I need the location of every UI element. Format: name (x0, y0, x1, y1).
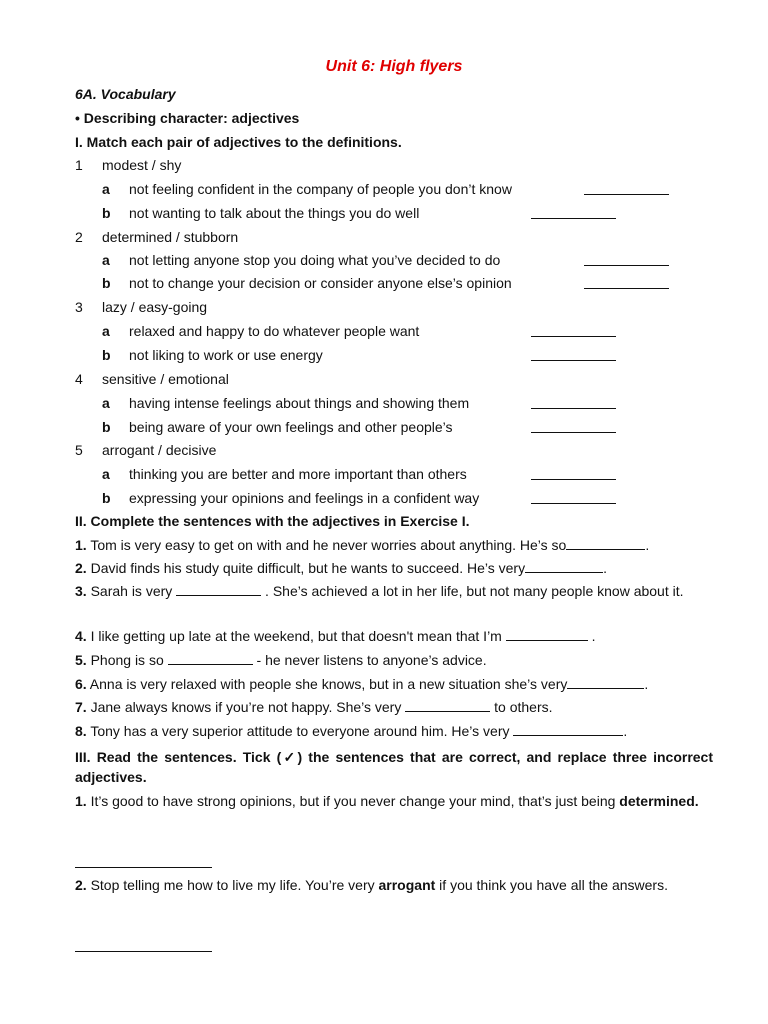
answer-blank[interactable] (531, 465, 616, 480)
question-adjective: arrogant (378, 877, 436, 893)
sentence-number: 1. (75, 537, 87, 553)
sentence-number: 3. (75, 583, 87, 599)
match-item-pair (75, 228, 238, 246)
definition-text: having intense feelings about things and showing them (129, 395, 470, 411)
definition-letter: a (102, 466, 110, 482)
definition-letter: b (102, 490, 111, 506)
definition-letter: b (102, 419, 111, 435)
fill-blank[interactable] (525, 560, 603, 573)
exercise-3-heading: III. Read the sentences. Tick (✓) the sentences that are correct, and replace three incorrect adjectives. (75, 749, 713, 785)
sentence-item (75, 675, 648, 693)
definition-letter: b (102, 347, 111, 363)
definition-text: not to change your decision or consider anyone else’s opinion (129, 275, 512, 291)
sentence-text: David finds his study quite difficult, but he wants to succeed. He’s very (86, 560, 526, 576)
definition-text: thinking you are better and more important than others (129, 466, 467, 482)
definition-text: relaxed and happy to do whatever people want (129, 323, 420, 339)
answer-blank[interactable] (531, 322, 616, 337)
question-text-end: if you think you have all the answers. (435, 877, 668, 893)
adjective-pair: lazy / easy-going (102, 299, 208, 315)
adjective-pair: modest / shy (102, 157, 182, 173)
item-number: 5 (75, 442, 83, 458)
exercise-1-heading: I. Match each pair of adjectives to the definitions. (75, 134, 402, 150)
sentence-text-end: . (644, 676, 649, 692)
sentence-text-end: . She’s achieved a lot in her life, but not many people know about it. (261, 583, 684, 599)
sentence-item (75, 559, 607, 577)
fill-blank[interactable] (168, 652, 253, 665)
sentence-text: Tom is very easy to get on with and he never worries about anything. He’s so (86, 537, 567, 553)
answer-blank[interactable] (584, 251, 669, 266)
definition-letter: b (102, 205, 111, 221)
sentence-number: 7. (75, 699, 87, 715)
adjective-pair: arrogant / decisive (102, 442, 217, 458)
sentence-number: 8. (75, 723, 87, 739)
sentence-item (75, 536, 649, 554)
sentence-text: I like getting up late at the weekend, but that doesn't mean that I’m (86, 628, 506, 644)
definition-letter: a (102, 181, 110, 197)
fill-blank[interactable] (506, 628, 588, 641)
sentence-text: Jane always knows if you’re not happy. She’s very (86, 699, 406, 715)
exercise-2-heading: II. Complete the sentences with the adjectives in Exercise I. (75, 513, 470, 529)
match-item-pair (75, 156, 181, 174)
definition-letter: b (102, 275, 111, 291)
answer-line[interactable] (75, 950, 212, 952)
definition-letter: a (102, 395, 110, 411)
answer-blank[interactable] (531, 394, 616, 409)
item-number: 2 (75, 229, 83, 245)
adjective-pair: determined / stubborn (102, 229, 239, 245)
definition-text: expressing your opinions and feelings in a confident way (129, 490, 480, 506)
fill-blank[interactable] (176, 583, 261, 596)
definition-text: not wanting to talk about the things you do well (129, 205, 420, 221)
definition-text: not letting anyone stop you doing what you’ve decided to do (129, 252, 501, 268)
section-heading: 6A. Vocabulary (75, 86, 176, 102)
item-number: 4 (75, 371, 83, 387)
item-number: 1 (75, 157, 83, 173)
answer-blank[interactable] (531, 204, 616, 219)
sentence-number: 5. (75, 652, 87, 668)
question-number: 2. (75, 877, 87, 893)
match-item-pair (75, 441, 216, 459)
answer-line[interactable] (75, 866, 212, 868)
sentence-item (75, 581, 713, 601)
answer-blank[interactable] (584, 274, 669, 289)
sentence-text-end: . (587, 628, 596, 644)
definition-letter: a (102, 323, 110, 339)
page-title: Unit 6: High flyers (325, 58, 463, 75)
sentence-item (75, 698, 553, 716)
subsection-heading: • Describing character: adjectives (75, 110, 300, 126)
sentence-text: Anna is very relaxed with people she knows, but in a new situation she’s very (86, 676, 568, 692)
definition-text: not feeling confident in the company of people you don’t know (129, 181, 512, 197)
sentence-item (75, 722, 627, 740)
answer-blank[interactable] (531, 418, 616, 433)
definition-text: not liking to work or use energy (129, 347, 323, 363)
question-text: It’s good to have strong opinions, but if you never change your mind, that’s just being (86, 793, 620, 809)
match-item-pair (75, 370, 229, 388)
answer-blank[interactable] (531, 489, 616, 504)
sentence-number: 6. (75, 676, 87, 692)
answer-blank[interactable] (584, 180, 669, 195)
fill-blank[interactable] (567, 676, 644, 689)
sentence-text: Phong is so (86, 652, 168, 668)
sentence-text-end: . (623, 723, 628, 739)
question-item (75, 875, 713, 895)
sentence-text-end: to others. (490, 699, 553, 715)
sentence-number: 2. (75, 560, 87, 576)
question-item (75, 791, 713, 811)
sentence-text-end: - he never listens to anyone’s advice. (252, 652, 487, 668)
fill-blank[interactable] (566, 537, 645, 550)
sentence-text-end: . (645, 537, 650, 553)
answer-blank[interactable] (531, 346, 616, 361)
sentence-item (75, 651, 487, 669)
adjective-pair: sensitive / emotional (102, 371, 229, 387)
sentence-text-end: . (603, 560, 607, 576)
definition-text: being aware of your own feelings and other people’s (129, 419, 453, 435)
fill-blank[interactable] (405, 699, 490, 712)
question-adjective: determined. (619, 793, 699, 809)
sentence-text: Sarah is very (86, 583, 177, 599)
sentence-item (75, 627, 596, 645)
definition-letter: a (102, 252, 110, 268)
sentence-number: 4. (75, 628, 87, 644)
match-item-pair (75, 298, 207, 316)
fill-blank[interactable] (513, 723, 623, 736)
question-text: Stop telling me how to live my life. You’re very (86, 877, 379, 893)
sentence-text: Tony has a very superior attitude to everyone around him. He’s very (86, 723, 514, 739)
item-number: 3 (75, 299, 83, 315)
question-number: 1. (75, 793, 87, 809)
